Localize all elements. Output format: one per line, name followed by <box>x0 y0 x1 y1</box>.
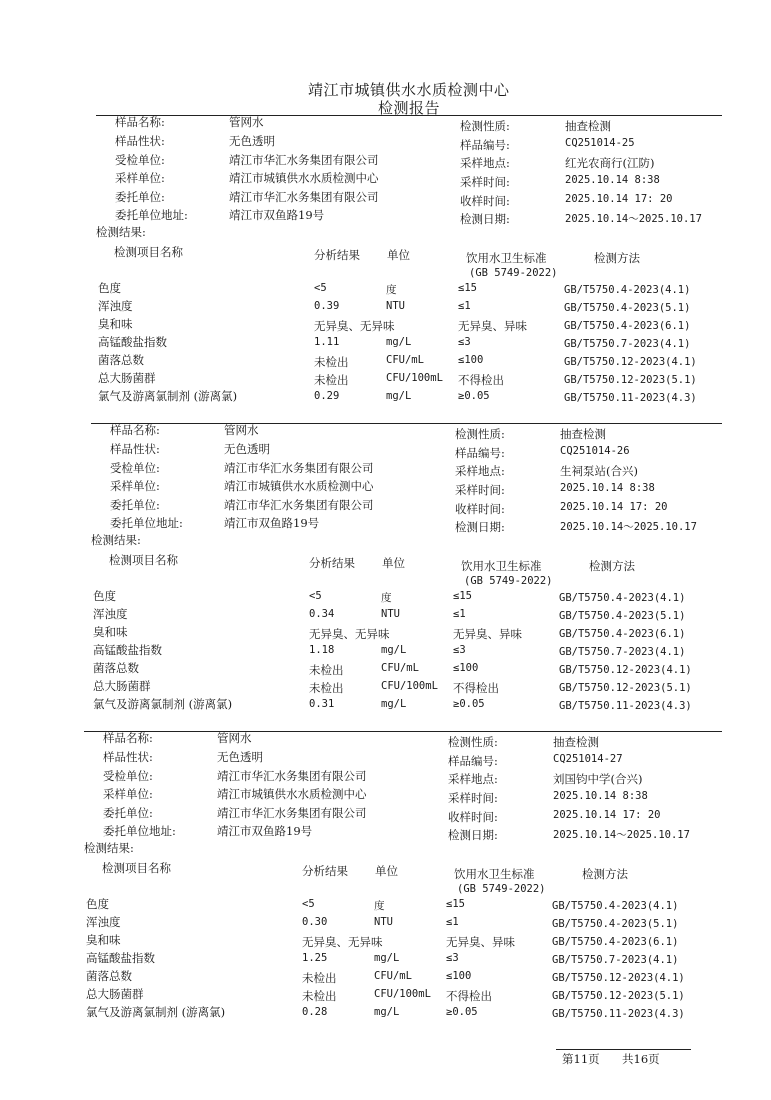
sampling-unit-label: 采样单位: <box>103 787 153 801</box>
row-method: GB/T5750.11-2023(4.3) <box>552 1008 685 1020</box>
row-standard: ≥0.05 <box>458 390 490 402</box>
sampling-time-value: 2025.10.14 8:38 <box>553 790 648 802</box>
row-item-name: 菌落总数 <box>86 969 132 983</box>
row-method: GB/T5750.4-2023(4.1) <box>559 592 686 604</box>
receive-time-value: 2025.10.14 17: 20 <box>553 809 661 821</box>
row-item-name: 臭和味 <box>86 933 121 947</box>
row-result: 未检出 <box>309 663 344 677</box>
row-result: 0.29 <box>314 390 340 402</box>
row-result: 0.39 <box>314 300 340 312</box>
results-label: 检测结果: <box>84 841 134 855</box>
results-label: 检测结果: <box>91 533 141 547</box>
row-standard: ≥0.05 <box>446 1006 478 1018</box>
client-address-value: 靖江市双鱼路19号 <box>224 516 320 530</box>
row-method: GB/T5750.4-2023(6.1) <box>564 320 691 332</box>
row-unit: CFU/mL <box>381 662 419 674</box>
row-result: 未检出 <box>314 355 349 369</box>
row-unit: 度 <box>374 900 385 912</box>
row-result: 无异臭、无异味 <box>309 627 390 641</box>
row-standard: 不得检出 <box>446 989 492 1003</box>
row-unit: NTU <box>374 916 393 928</box>
sampling-site-value: 刘国钧中学(合兴) <box>553 772 643 786</box>
sample-state-label: 样品性状: <box>103 750 153 764</box>
row-standard: ≤3 <box>458 336 471 348</box>
row-item-name: 浑浊度 <box>86 915 121 929</box>
test-date-label: 检测日期: <box>455 520 505 534</box>
test-nature-label: 检测性质: <box>455 427 505 441</box>
client-unit-value: 靖江市华汇水务集团有限公司 <box>224 498 374 512</box>
row-unit: 度 <box>381 592 392 604</box>
col-header-result: 分析结果 <box>309 556 355 570</box>
row-standard: 不得检出 <box>458 373 504 387</box>
row-result: 未检出 <box>314 373 349 387</box>
client-address-label: 委托单位地址: <box>103 824 176 838</box>
row-unit: NTU <box>381 608 400 620</box>
sample-no-label: 样品编号: <box>460 138 510 152</box>
col-header-item: 检测项目名称 <box>114 245 183 259</box>
row-item-name: 色度 <box>86 897 109 911</box>
sampling-unit-value: 靖江市城镇供水水质检测中心 <box>229 171 379 185</box>
row-unit: mg/L <box>374 952 400 964</box>
sample-no-value: CQ251014-27 <box>553 753 623 765</box>
col-header-method: 检测方法 <box>582 867 628 881</box>
row-method: GB/T5750.7-2023(4.1) <box>564 338 691 350</box>
row-method: GB/T5750.12-2023(4.1) <box>564 356 697 368</box>
row-standard: ≤3 <box>453 644 466 656</box>
client-address-label: 委托单位地址: <box>115 208 188 222</box>
row-unit: CFU/mL <box>386 354 424 366</box>
row-result: 1.25 <box>302 952 328 964</box>
client-address-value: 靖江市双鱼路19号 <box>229 208 325 222</box>
org-title: 靖江市城镇供水水质检测中心 <box>308 81 510 99</box>
row-standard: 无异臭、异味 <box>446 935 515 949</box>
inspected-unit-label: 受检单位: <box>103 769 153 783</box>
sampling-unit-label: 采样单位: <box>115 171 165 185</box>
client-unit-label: 委托单位: <box>103 806 153 820</box>
receive-time-value: 2025.10.14 17: 20 <box>560 501 668 513</box>
row-standard: 不得检出 <box>453 681 499 695</box>
col-header-result: 分析结果 <box>314 248 360 262</box>
test-date-value: 2025.10.14～2025.10.17 <box>560 521 697 533</box>
row-result: 未检出 <box>309 681 344 695</box>
col-header-unit: 单位 <box>387 248 410 262</box>
row-unit: CFU/100mL <box>386 372 443 384</box>
row-standard: ≤15 <box>446 898 465 910</box>
page-number: 第11页 <box>562 1052 600 1066</box>
col-header-standard: 饮用水卫生标准 <box>466 251 547 265</box>
row-result: <5 <box>302 898 315 910</box>
row-standard: ≤15 <box>458 282 477 294</box>
test-date-label: 检测日期: <box>448 828 498 842</box>
col-header-method: 检测方法 <box>589 559 635 573</box>
client-unit-value: 靖江市华汇水务集团有限公司 <box>229 190 379 204</box>
row-standard: ≤100 <box>458 354 484 366</box>
client-unit-label: 委托单位: <box>110 498 160 512</box>
sample-no-value: CQ251014-26 <box>560 445 630 457</box>
inspected-unit-value: 靖江市华汇水务集团有限公司 <box>224 461 374 475</box>
client-address-label: 委托单位地址: <box>110 516 183 530</box>
row-standard: ≤1 <box>446 916 459 928</box>
inspected-unit-label: 受检单位: <box>115 153 165 167</box>
row-standard: 无异臭、异味 <box>458 319 527 333</box>
test-nature-label: 检测性质: <box>460 119 510 133</box>
sample-state-label: 样品性状: <box>110 442 160 456</box>
sample-name-value: 管网水 <box>217 731 252 745</box>
col-header-unit: 单位 <box>382 556 405 570</box>
row-method: GB/T5750.4-2023(4.1) <box>552 900 679 912</box>
col-header-result: 分析结果 <box>302 864 348 878</box>
results-label: 检测结果: <box>96 225 146 239</box>
row-unit: mg/L <box>386 336 412 348</box>
test-nature-label: 检测性质: <box>448 735 498 749</box>
sample-no-value: CQ251014-25 <box>565 137 635 149</box>
row-method: GB/T5750.4-2023(4.1) <box>564 284 691 296</box>
row-unit: 度 <box>386 284 397 296</box>
row-unit: mg/L <box>381 644 407 656</box>
row-item-name: 高锰酸盐指数 <box>86 951 155 965</box>
sampling-site-label: 采样地点: <box>455 464 505 478</box>
row-result: 0.31 <box>309 698 335 710</box>
section-divider <box>84 731 722 732</box>
row-item-name: 浑浊度 <box>98 299 133 313</box>
row-result: 未检出 <box>302 971 337 985</box>
row-method: GB/T5750.12-2023(5.1) <box>559 682 692 694</box>
sampling-time-value: 2025.10.14 8:38 <box>565 174 660 186</box>
row-result: <5 <box>309 590 322 602</box>
sample-name-value: 管网水 <box>229 115 264 129</box>
row-unit: mg/L <box>386 390 412 402</box>
row-item-name: 菌落总数 <box>98 353 144 367</box>
row-unit: CFU/mL <box>374 970 412 982</box>
sample-no-label: 样品编号: <box>448 754 498 768</box>
sampling-site-value: 红光农商行(江防) <box>565 156 655 170</box>
receive-time-label: 收样时间: <box>448 810 498 824</box>
row-method: GB/T5750.12-2023(4.1) <box>559 664 692 676</box>
row-item-name: 臭和味 <box>93 625 128 639</box>
col-header-item: 检测项目名称 <box>102 861 171 875</box>
row-method: GB/T5750.7-2023(4.1) <box>559 646 686 658</box>
row-result: 未检出 <box>302 989 337 1003</box>
client-unit-value: 靖江市华汇水务集团有限公司 <box>217 806 367 820</box>
row-result: 无异臭、无异味 <box>314 319 395 333</box>
row-item-name: 浑浊度 <box>93 607 128 621</box>
row-result: 0.30 <box>302 916 328 928</box>
row-unit: NTU <box>386 300 405 312</box>
sampling-site-value: 生祠泵站(合兴) <box>560 464 638 478</box>
row-method: GB/T5750.7-2023(4.1) <box>552 954 679 966</box>
row-method: GB/T5750.4-2023(5.1) <box>559 610 686 622</box>
client-address-value: 靖江市双鱼路19号 <box>217 824 313 838</box>
row-result: 1.18 <box>309 644 335 656</box>
row-unit: CFU/100mL <box>374 988 431 1000</box>
receive-time-label: 收样时间: <box>460 194 510 208</box>
row-method: GB/T5750.12-2023(4.1) <box>552 972 685 984</box>
row-standard: ≤1 <box>453 608 466 620</box>
row-standard: 无异臭、异味 <box>453 627 522 641</box>
row-result: <5 <box>314 282 327 294</box>
row-standard: ≤100 <box>446 970 472 982</box>
sample-name-label: 样品名称: <box>103 731 153 745</box>
row-item-name: 色度 <box>98 281 121 295</box>
row-item-name: 总大肠菌群 <box>86 987 144 1001</box>
report-title: 检测报告 <box>378 99 441 117</box>
test-date-value: 2025.10.14～2025.10.17 <box>553 829 690 841</box>
sampling-unit-value: 靖江市城镇供水水质检测中心 <box>217 787 367 801</box>
row-result: 0.34 <box>309 608 335 620</box>
row-method: GB/T5750.12-2023(5.1) <box>552 990 685 1002</box>
footer-rule <box>556 1049 691 1050</box>
test-nature-value: 抽查检测 <box>565 119 611 133</box>
row-unit: mg/L <box>381 698 407 710</box>
sampling-unit-label: 采样单位: <box>110 479 160 493</box>
row-item-name: 总大肠菌群 <box>93 679 151 693</box>
row-method: GB/T5750.12-2023(5.1) <box>564 374 697 386</box>
sampling-time-label: 采样时间: <box>448 791 498 805</box>
row-result: 0.28 <box>302 1006 328 1018</box>
row-item-name: 臭和味 <box>98 317 133 331</box>
test-nature-value: 抽查检测 <box>553 735 599 749</box>
col-header-standard-code: (GB 5749-2022) <box>457 883 546 895</box>
page-total: 共16页 <box>622 1052 660 1066</box>
sampling-time-label: 采样时间: <box>460 175 510 189</box>
sampling-unit-value: 靖江市城镇供水水质检测中心 <box>224 479 374 493</box>
sample-state-value: 无色透明 <box>229 134 275 148</box>
sample-name-label: 样品名称: <box>115 115 165 129</box>
section-divider <box>91 423 722 424</box>
row-method: GB/T5750.4-2023(6.1) <box>559 628 686 640</box>
row-item-name: 菌落总数 <box>93 661 139 675</box>
row-standard: ≤100 <box>453 662 479 674</box>
sample-state-label: 样品性状: <box>115 134 165 148</box>
row-standard: ≥0.05 <box>453 698 485 710</box>
row-method: GB/T5750.4-2023(6.1) <box>552 936 679 948</box>
col-header-item: 检测项目名称 <box>109 553 178 567</box>
row-method: GB/T5750.4-2023(5.1) <box>552 918 679 930</box>
row-item-name: 高锰酸盐指数 <box>98 335 167 349</box>
inspected-unit-label: 受检单位: <box>110 461 160 475</box>
sample-state-value: 无色透明 <box>217 750 263 764</box>
row-item-name: 色度 <box>93 589 116 603</box>
sampling-site-label: 采样地点: <box>460 156 510 170</box>
col-header-method: 检测方法 <box>594 251 640 265</box>
receive-time-value: 2025.10.14 17: 20 <box>565 193 673 205</box>
sampling-site-label: 采样地点: <box>448 772 498 786</box>
row-method: GB/T5750.11-2023(4.3) <box>559 700 692 712</box>
row-standard: ≤1 <box>458 300 471 312</box>
row-result: 1.11 <box>314 336 340 348</box>
row-unit: mg/L <box>374 1006 400 1018</box>
col-header-unit: 单位 <box>375 864 398 878</box>
sampling-time-label: 采样时间: <box>455 483 505 497</box>
row-unit: CFU/100mL <box>381 680 438 692</box>
row-item-name: 总大肠菌群 <box>98 371 156 385</box>
row-standard: ≤15 <box>453 590 472 602</box>
test-nature-value: 抽查检测 <box>560 427 606 441</box>
client-unit-label: 委托单位: <box>115 190 165 204</box>
col-header-standard-code: (GB 5749-2022) <box>469 267 558 279</box>
col-header-standard-code: (GB 5749-2022) <box>464 575 553 587</box>
row-method: GB/T5750.11-2023(4.3) <box>564 392 697 404</box>
test-date-value: 2025.10.14～2025.10.17 <box>565 213 702 225</box>
row-method: GB/T5750.4-2023(5.1) <box>564 302 691 314</box>
test-date-label: 检测日期: <box>460 212 510 226</box>
row-item-name: 氯气及游离氯制剂 (游离氯) <box>86 1005 226 1019</box>
row-result: 无异臭、无异味 <box>302 935 383 949</box>
inspected-unit-value: 靖江市华汇水务集团有限公司 <box>229 153 379 167</box>
col-header-standard: 饮用水卫生标准 <box>461 559 542 573</box>
sample-no-label: 样品编号: <box>455 446 505 460</box>
col-header-standard: 饮用水卫生标准 <box>454 867 535 881</box>
sampling-time-value: 2025.10.14 8:38 <box>560 482 655 494</box>
row-item-name: 氯气及游离氯制剂 (游离氯) <box>98 389 238 403</box>
sample-name-value: 管网水 <box>224 423 259 437</box>
sample-state-value: 无色透明 <box>224 442 270 456</box>
sample-name-label: 样品名称: <box>110 423 160 437</box>
section-divider <box>96 115 722 116</box>
receive-time-label: 收样时间: <box>455 502 505 516</box>
inspected-unit-value: 靖江市华汇水务集团有限公司 <box>217 769 367 783</box>
row-item-name: 氯气及游离氯制剂 (游离氯) <box>93 697 233 711</box>
row-item-name: 高锰酸盐指数 <box>93 643 162 657</box>
row-standard: ≤3 <box>446 952 459 964</box>
